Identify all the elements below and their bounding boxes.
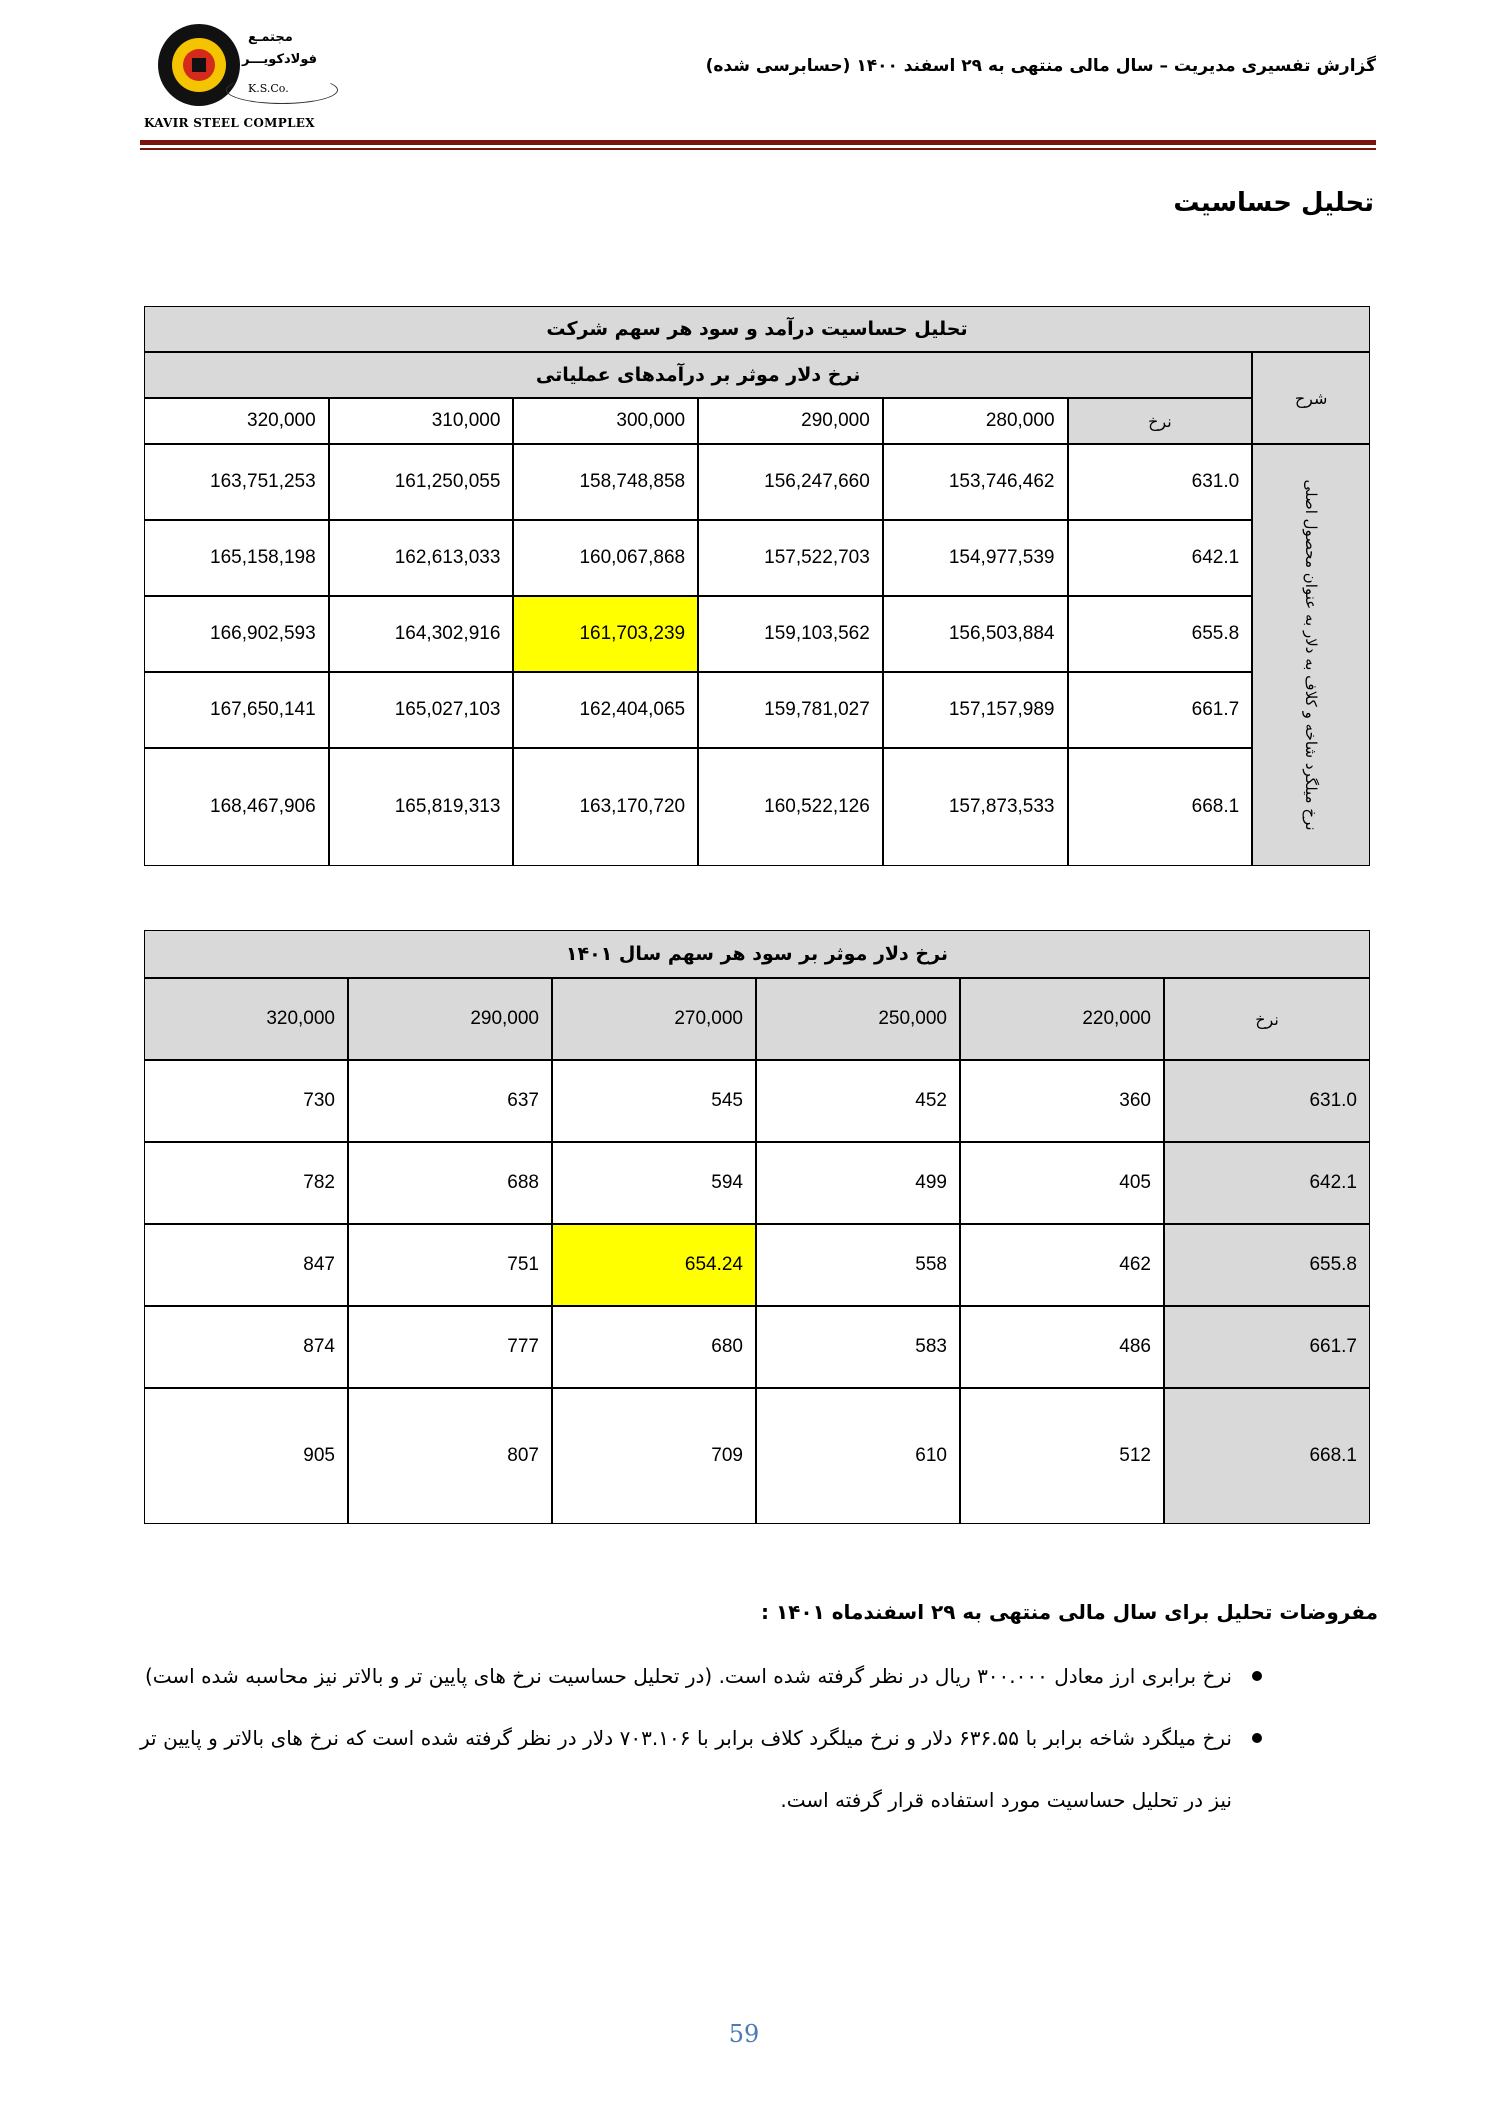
table-cell: 157,157,989 [883, 672, 1068, 748]
table-cell: 167,650,141 [144, 672, 329, 748]
table-cell: 405 [960, 1142, 1164, 1224]
table-cell: 157,873,533 [883, 748, 1068, 866]
section-title: تحلیل حساسیت [1173, 188, 1374, 218]
rate-cell: 642.1 [1068, 520, 1253, 596]
rate-cell: 661.7 [1164, 1306, 1370, 1388]
column-header: 300,000 [513, 398, 698, 444]
table-cell: 545 [552, 1060, 756, 1142]
logo-abbrev: K.S.Co. [248, 82, 289, 95]
header-rule [140, 140, 1376, 145]
table-row [144, 520, 1370, 596]
table-row [144, 748, 1370, 866]
table-cell: 847 [144, 1224, 348, 1306]
highlighted-cell: 161,703,239 [513, 596, 698, 672]
column-header: 320,000 [144, 398, 329, 444]
table-cell: 637 [348, 1060, 552, 1142]
table-cell: 161,250,055 [329, 444, 514, 520]
table-cell: 160,522,126 [698, 748, 883, 866]
table-cell: 166,902,593 [144, 596, 329, 672]
table-row [144, 596, 1370, 672]
page-header [140, 18, 1376, 153]
table-cell: 156,503,884 [883, 596, 1068, 672]
company-logo [140, 18, 340, 148]
logo-text-line2: فولادکویـــر [242, 52, 318, 67]
table-cell: 159,781,027 [698, 672, 883, 748]
rate-cell: 655.8 [1164, 1224, 1370, 1306]
table-cell: 452 [756, 1060, 960, 1142]
table-row [144, 1142, 1370, 1224]
eps-sensitivity-table [144, 930, 1370, 1524]
table-cell: 153,746,462 [883, 444, 1068, 520]
table-cell: 777 [348, 1306, 552, 1388]
table-cell: 165,027,103 [329, 672, 514, 748]
table-row [144, 672, 1370, 748]
row-group-label: نرخ میلگرد شاخه و کلاف به دلار به عنوان محصول اصلی [1302, 479, 1321, 831]
column-header: 290,000 [348, 978, 552, 1060]
table-cell: 462 [960, 1224, 1164, 1306]
column-header: 220,000 [960, 978, 1164, 1060]
table-row [144, 444, 1370, 520]
table-cell: 486 [960, 1306, 1164, 1388]
table-cell: 594 [552, 1142, 756, 1224]
table-row [144, 1224, 1370, 1306]
table-cell: 157,522,703 [698, 520, 883, 596]
table-cell: 162,404,065 [513, 672, 698, 748]
page-number: 59 [728, 2020, 760, 2048]
column-header: 270,000 [552, 978, 756, 1060]
table-cell: 163,170,720 [513, 748, 698, 866]
table-row [144, 1388, 1370, 1524]
table-cell: 159,103,562 [698, 596, 883, 672]
rate-cell: 655.8 [1068, 596, 1253, 672]
column-header: 250,000 [756, 978, 960, 1060]
assumptions-title: مفروضات تحلیل برای سال مالی منتهی به ۲۹ اسفندماه ۱۴۰۱ : [760, 1600, 1378, 1624]
rate-cell: 668.1 [1068, 748, 1253, 866]
rate-cell: 631.0 [1068, 444, 1253, 520]
rate-header: نرخ [1068, 398, 1253, 444]
rate-header: نرخ [1164, 978, 1370, 1060]
table-cell: 164,302,916 [329, 596, 514, 672]
row-group-label-cell [1252, 444, 1370, 866]
header-rule-thin [140, 148, 1376, 150]
column-header: 280,000 [883, 398, 1068, 444]
table-cell: 360 [960, 1060, 1164, 1142]
table-cell: 807 [348, 1388, 552, 1524]
column-header: 320,000 [144, 978, 348, 1060]
table-cell: 730 [144, 1060, 348, 1142]
table-cell: 499 [756, 1142, 960, 1224]
table-cell: 512 [960, 1388, 1164, 1524]
table-cell: 688 [348, 1142, 552, 1224]
assumption-item: نرخ میلگرد شاخه برابر با ۶۳۶.۵۵ دلار و نرخ میلگرد کلاف برابر با ۷۰۳.۱۰۶ دلار در نظر گرفته شده است که نرخ های بالاتر و پایین تر نیز در تحلیل حساسیت مورد استفاده قرار گرفته است. [140, 1707, 1232, 1831]
table-cell: 905 [144, 1388, 348, 1524]
column-header: 310,000 [329, 398, 514, 444]
rate-cell: 668.1 [1164, 1388, 1370, 1524]
assumption-item: نرخ برابری ارز معادل ۳۰۰.۰۰۰ ریال در نظر گرفته شده است. (در تحلیل حساسیت نرخ های پایین تر و بالاتر نیز محاسبه شده است) [140, 1645, 1232, 1707]
table-cell: 751 [348, 1224, 552, 1306]
table-row [144, 1306, 1370, 1388]
table-cell: 874 [144, 1306, 348, 1388]
report-title: گزارش تفسیری مدیریت – سال مالی منتهی به ۲۹ اسفند ۱۴۰۰ (حسابرسی شده) [705, 56, 1376, 76]
table-cell: 168,467,906 [144, 748, 329, 866]
highlighted-cell: 654.24 [552, 1224, 756, 1306]
logo-text-line1: مجتمـع [248, 30, 293, 45]
rate-cell: 661.7 [1068, 672, 1253, 748]
table1-desc-header: شرح [1252, 352, 1370, 444]
table-cell: 162,613,033 [329, 520, 514, 596]
assumptions-list [140, 1645, 1270, 1831]
table-cell: 156,247,660 [698, 444, 883, 520]
table1-title: تحلیل حساسیت درآمد و سود هر سهم شرکت [144, 306, 1370, 352]
table1-subtitle: نرخ دلار موثر بر درآمدهای عملیاتی [144, 352, 1252, 398]
table-cell: 160,067,868 [513, 520, 698, 596]
table-row [144, 1060, 1370, 1142]
table-cell: 154,977,539 [883, 520, 1068, 596]
table2-title: نرخ دلار موثر بر سود هر سهم سال ۱۴۰۱ [144, 930, 1370, 978]
table-cell: 583 [756, 1306, 960, 1388]
table-cell: 165,158,198 [144, 520, 329, 596]
rate-cell: 631.0 [1164, 1060, 1370, 1142]
table-cell: 709 [552, 1388, 756, 1524]
rate-cell: 642.1 [1164, 1142, 1370, 1224]
table-cell: 782 [144, 1142, 348, 1224]
table-cell: 558 [756, 1224, 960, 1306]
table-cell: 680 [552, 1306, 756, 1388]
table-cell: 165,819,313 [329, 748, 514, 866]
table-cell: 158,748,858 [513, 444, 698, 520]
revenue-sensitivity-table [144, 306, 1370, 866]
table-cell: 610 [756, 1388, 960, 1524]
logo-english-name: KAVIR STEEL COMPLEX [144, 116, 315, 130]
column-header: 290,000 [698, 398, 883, 444]
table-cell: 163,751,253 [144, 444, 329, 520]
